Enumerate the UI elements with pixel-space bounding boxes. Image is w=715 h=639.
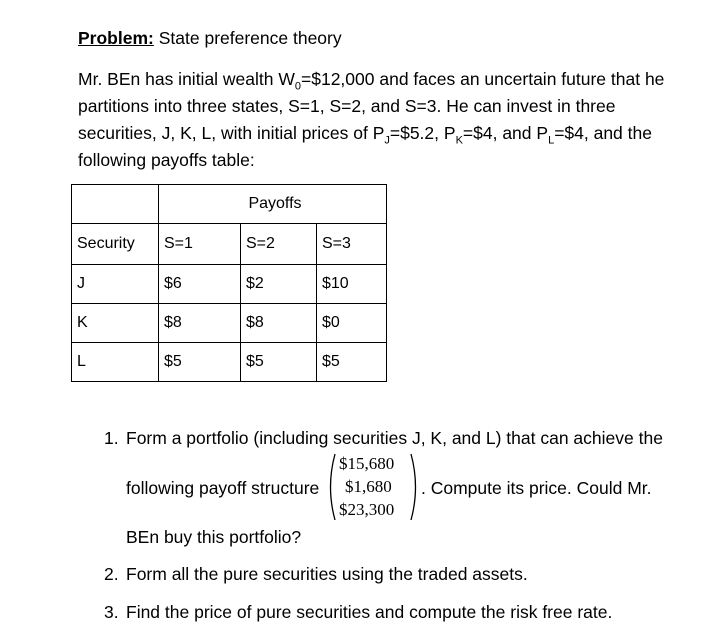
payoffs-group-header: Payoffs <box>159 185 387 224</box>
question-text: Find the price of pure securities and compute the risk free rate. <box>126 602 613 622</box>
table-corner-cell <box>72 185 159 224</box>
problem-label: Problem: <box>78 28 154 48</box>
statement-line-3: securities, J, K, L, with initial prices of $P_J=\$5.2$, $P_K=\$4$, and $P_L=\$4$, and the <box>78 123 652 147</box>
table-row <box>72 343 387 382</box>
question-text: Form all the pure securities using the traded assets. <box>126 564 528 584</box>
table-cell: L <box>72 343 159 382</box>
question-text: Form a portfolio (including securities J, K, and L) that can achieve the <box>126 428 663 448</box>
table-cell: $5 <box>241 343 317 382</box>
table-cell: K <box>72 304 159 343</box>
question-number: 2. <box>104 564 119 584</box>
table-cell: $10 <box>317 265 387 304</box>
vector-entry: $23,300 <box>339 500 395 519</box>
problem-heading <box>78 28 342 49</box>
table-cell: $2 <box>241 265 317 304</box>
question-number: 3. <box>104 602 119 622</box>
table-cell: $5 <box>317 343 387 382</box>
vector-entry: $15,680 <box>339 454 395 473</box>
table-cell: $6 <box>159 265 241 304</box>
vector-entry: $1,680 <box>345 477 392 496</box>
table-cell: $8 <box>159 304 241 343</box>
table-row <box>72 304 387 343</box>
column-header: S=3 <box>317 224 387 265</box>
table-cell: $5 <box>159 343 241 382</box>
question-number: 1. <box>104 428 119 448</box>
table-row <box>72 265 387 304</box>
question-1-line-3: BEn buy this portfolio? <box>126 527 302 547</box>
statement-line-2: partitions into three states, S=1, S=2, and S=3. He can invest in three <box>78 96 616 116</box>
table-header-row <box>72 224 387 265</box>
column-header: Security <box>72 224 159 265</box>
table-cell: J <box>72 265 159 304</box>
table-cell: $0 <box>317 304 387 343</box>
problem-title: State preference theory <box>158 28 342 48</box>
question-1-line-2: following payoff structure <box>126 478 320 498</box>
question-1-line-2-end: . Compute its price. Could Mr. <box>421 478 652 498</box>
payoff-vector <box>325 452 420 522</box>
table-cell: $8 <box>241 304 317 343</box>
payoffs-table <box>71 184 387 382</box>
statement-line-4: following payoffs table: <box>78 150 255 170</box>
problem-statement <box>78 66 698 174</box>
statement-line-1: Mr. BEn has initial wealth $W_0=\$12,000$ and faces an uncertain future that he <box>78 69 665 93</box>
column-header: S=1 <box>159 224 241 265</box>
column-header: S=2 <box>241 224 317 265</box>
